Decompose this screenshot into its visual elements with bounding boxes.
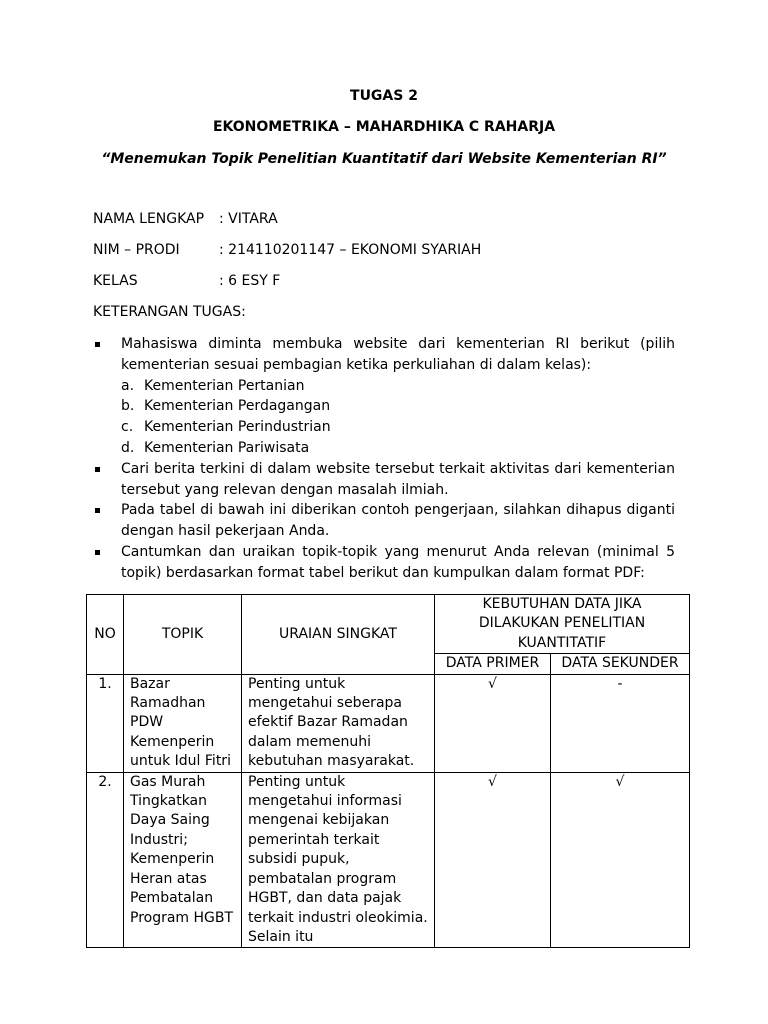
- row-uraian: Penting untuk mengetahui informasi mengenai kebijakan pemerintah terkait subsidi pupuk, pembatalan program HGBT, dan data pajak terkait industri oleokimia. Selain itu: [242, 772, 435, 948]
- info-nim-row: [93, 242, 481, 258]
- bullet-icon: [95, 550, 100, 555]
- info-kelas-value: : 6 ESY F: [219, 273, 281, 289]
- list-item: [93, 542, 675, 584]
- keterangan-label: KETERANGAN TUGAS:: [93, 304, 246, 320]
- header-topik: TOPIK: [124, 595, 242, 675]
- info-nim-value: : 214110201147 – EKONOMI SYARIAH: [219, 242, 482, 258]
- sub-text: Kementerian Perindustrian: [144, 419, 331, 436]
- bullet-icon: [95, 467, 100, 472]
- bullet-icon: [95, 508, 100, 513]
- row-topik: Gas Murah Tingkatkan Daya Saing Industri; Kemenperin Heran atas Pembatalan Program HGBT: [124, 772, 242, 948]
- header-data-sekunder: DATA SEKUNDER: [551, 654, 690, 674]
- header-data-primer: DATA PRIMER: [435, 654, 551, 674]
- instruction-list: [93, 334, 675, 584]
- sub-letter: a.: [121, 377, 135, 394]
- info-kelas-label: KELAS: [93, 273, 138, 289]
- info-name-value: : VITARA: [219, 211, 278, 227]
- info-nim-label: NIM – PRODI: [93, 242, 180, 258]
- sub-text: Kementerian Pertanian: [144, 377, 305, 394]
- bullet-text: Cantumkan dan uraikan topik-topik yang menurut Anda relevan (minimal 5 topik) berdasarkan format tabel berikut dan kumpulkan dalam format PDF:: [121, 543, 675, 581]
- row-no: 1.: [87, 674, 124, 772]
- header-kebutuhan: KEBUTUHAN DATA JIKA DILAKUKAN PENELITIAN KUANTITATIF: [435, 595, 690, 654]
- assignment-subtitle: “Menemukan Topik Penelitian Kuantitatif dari Website Kementerian RI”: [101, 151, 667, 167]
- bullet-text: Mahasiswa diminta membuka website dari kementerian RI berikut (pilih kementerian sesuai pembagian ketika perkuliahan di dalam kelas):: [121, 336, 675, 373]
- sub-letter: d.: [121, 439, 135, 456]
- sub-letter: c.: [121, 419, 134, 436]
- doc-title: TUGAS 2: [350, 88, 418, 104]
- header-uraian: URAIAN SINGKAT: [242, 595, 435, 675]
- bullet-text: Cari berita terkini di dalam website tersebut terkait aktivitas dari kementerian tersebut yang relevan dengan masalah ilmiah.: [121, 460, 675, 498]
- info-name-label: NAMA LENGKAP: [93, 211, 205, 227]
- bullet-icon: [95, 342, 100, 347]
- row-sekunder: √: [551, 772, 690, 948]
- row-sekunder: -: [551, 674, 690, 772]
- row-primer: √: [435, 674, 551, 772]
- sub-list-item: [93, 417, 675, 438]
- row-primer: √: [435, 772, 551, 948]
- info-name-row: [93, 211, 278, 227]
- header-no: NO: [87, 595, 124, 675]
- table-row: [87, 674, 690, 772]
- sub-list-item: [93, 396, 675, 417]
- info-kelas-row: [93, 273, 280, 289]
- sub-text: Kementerian Pariwisata: [144, 439, 310, 456]
- sub-text: Kementerian Perdagangan: [144, 398, 331, 415]
- list-item: [93, 459, 675, 501]
- list-item: [93, 334, 675, 376]
- row-uraian: Penting untuk mengetahui seberapa efektif Bazar Ramadan dalam memenuhi kebutuhan masyarakat.: [242, 674, 435, 772]
- course-title: EKONOMETRIKA – MAHARDHIKA C RAHARJA: [212, 119, 556, 135]
- sub-letter: b.: [121, 398, 135, 415]
- row-topik: Bazar Ramadhan PDW Kemenperin untuk Idul Fitri: [124, 674, 242, 772]
- bullet-text: Pada tabel di bawah ini diberikan contoh pengerjaan, silahkan dihapus diganti dengan hasil pekerjaan Anda.: [121, 502, 675, 540]
- sub-list-item: [93, 376, 675, 397]
- sub-list-item: [93, 438, 675, 459]
- list-item: [93, 500, 675, 542]
- topic-table: [86, 594, 690, 948]
- row-no: 2.: [87, 772, 124, 948]
- table-header-row: [87, 595, 690, 654]
- table-row: [87, 772, 690, 948]
